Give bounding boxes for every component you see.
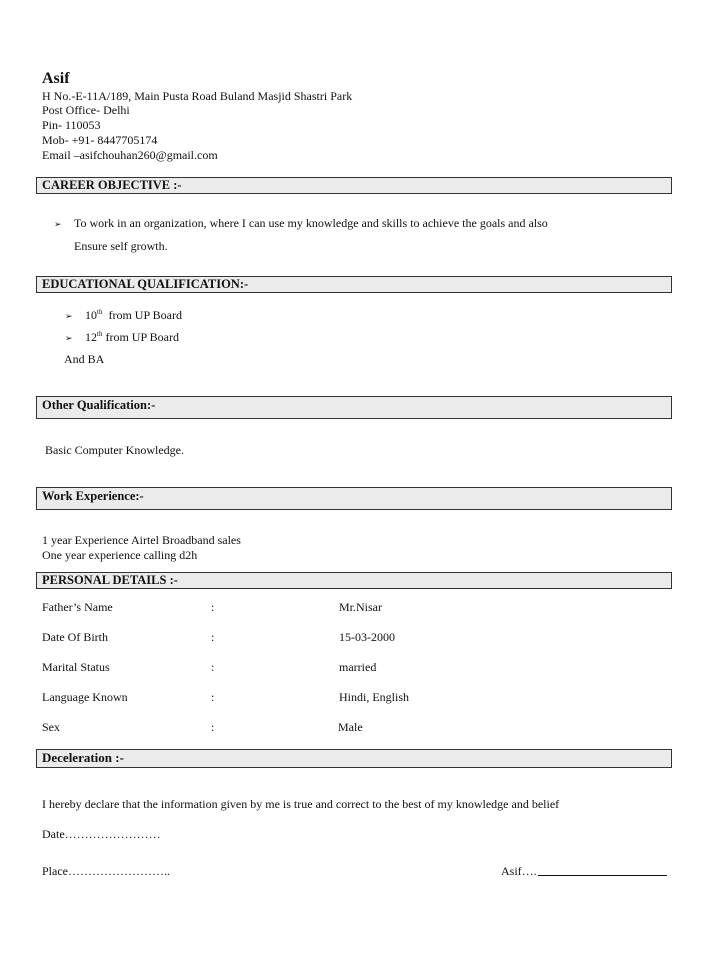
education-item-2-num: 12 xyxy=(85,330,97,344)
education-item-1 xyxy=(85,308,182,323)
email-line: Email –asifchouhan260@gmail.com xyxy=(42,148,218,162)
personal-label: Language Known xyxy=(42,690,128,704)
declaration-title: Deceleration :- xyxy=(42,750,124,765)
work-experience-title: Work Experience:- xyxy=(42,489,144,503)
address-line: H No.-E-11A/189, Main Pusta Road Buland Masjid Shastri Park xyxy=(42,89,353,103)
applicant-name: Asif xyxy=(42,70,70,87)
post-office-line: Post Office- Delhi xyxy=(42,103,130,117)
career-objective-line-2: Ensure self growth. xyxy=(74,239,168,253)
education-header xyxy=(36,276,672,293)
signature-name: Asif…. xyxy=(501,864,537,878)
personal-label: Sex xyxy=(42,720,60,734)
bullet-icon: ➢ xyxy=(65,333,73,343)
personal-value: Mr.Nisar xyxy=(339,600,382,614)
education-item-2-sup: th xyxy=(97,330,103,338)
other-qualification-title: Other Qualification:- xyxy=(42,398,156,412)
place-field: Place…………………….. xyxy=(42,864,170,878)
work-experience-line-1: 1 year Experience Airtel Broadband sales xyxy=(42,533,241,547)
personal-label: Father’s Name xyxy=(42,600,113,614)
personal-separator: : xyxy=(211,630,215,644)
education-item-1-num: 10 xyxy=(85,308,97,322)
other-qualification-header xyxy=(36,396,672,419)
work-experience-header xyxy=(36,487,672,510)
personal-separator: : xyxy=(211,690,215,704)
work-experience-line-2: One year experience calling d2h xyxy=(42,548,198,562)
personal-label: Date Of Birth xyxy=(42,630,108,644)
personal-label: Marital Status xyxy=(42,660,110,674)
career-objective-header xyxy=(36,177,672,194)
signature-line xyxy=(538,875,667,876)
mobile-line: Mob- +91- 8447705174 xyxy=(42,133,158,147)
personal-separator: : xyxy=(211,720,215,734)
career-objective-line-1: To work in an organization, where I can use my knowledge and skills to achieve the goals and also xyxy=(74,216,548,230)
declaration-text: I hereby declare that the information given by me is true and correct to the best of my knowledge and belief xyxy=(42,797,560,811)
other-qualification-text: Basic Computer Knowledge. xyxy=(45,443,184,457)
personal-separator: : xyxy=(211,600,215,614)
education-item-1-text: from UP Board xyxy=(108,308,182,322)
personal-details-title: PERSONAL DETAILS :- xyxy=(42,573,178,587)
personal-separator: : xyxy=(211,660,215,674)
education-item-2-text: from UP Board xyxy=(105,330,179,344)
education-item-2 xyxy=(85,330,179,345)
education-item-1-sup: th xyxy=(97,308,103,316)
education-extra: And BA xyxy=(64,352,105,366)
date-field: Date…………………… xyxy=(42,827,161,841)
personal-value: Hindi, English xyxy=(339,690,410,704)
pin-line: Pin- 110053 xyxy=(42,118,101,132)
education-title: EDUCATIONAL QUALIFICATION:- xyxy=(42,277,249,291)
bullet-icon: ➢ xyxy=(54,219,62,229)
declaration-header xyxy=(36,749,672,768)
personal-value: married xyxy=(339,660,377,674)
personal-details-header xyxy=(36,572,672,589)
bullet-icon: ➢ xyxy=(65,311,73,321)
personal-value: Male xyxy=(338,720,363,734)
personal-value: 15-03-2000 xyxy=(339,630,395,644)
career-objective-title: CAREER OBJECTIVE :- xyxy=(42,178,182,192)
